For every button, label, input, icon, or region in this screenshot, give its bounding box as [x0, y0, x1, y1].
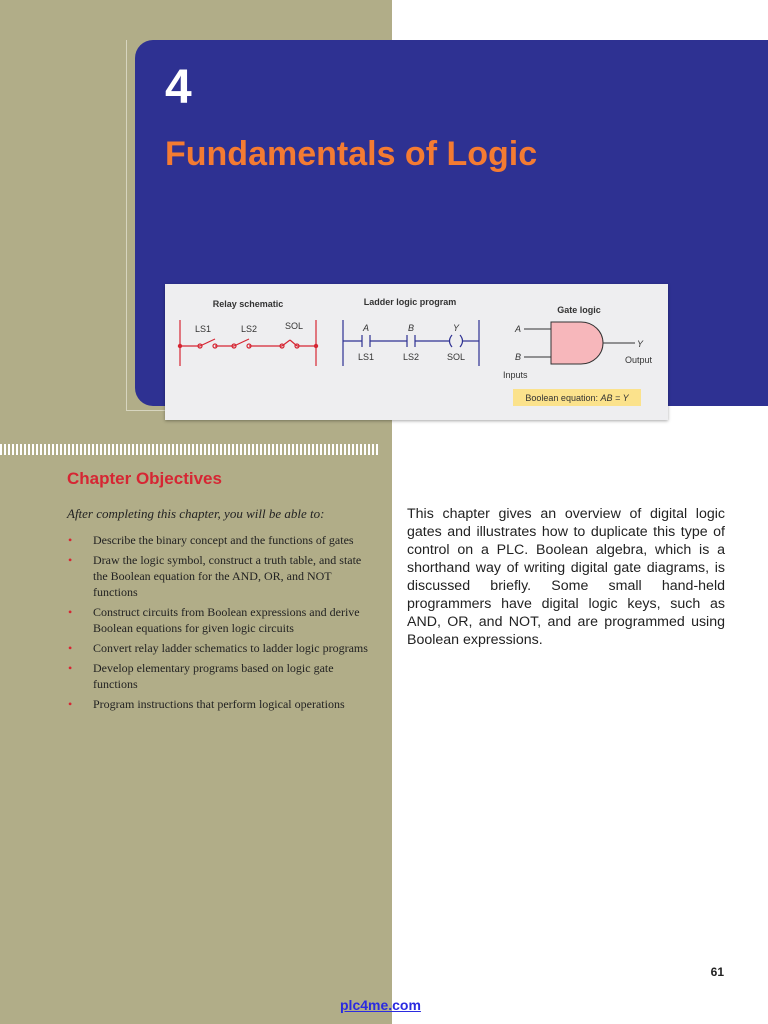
objective-text: Construct circuits from Boolean expressions and derive Boolean equations for given logic circuits [93, 605, 360, 635]
chapter-summary: This chapter gives an overview of digital logic gates and illustrates how to duplicate this type of control on a PLC. Boolean algebra, which is a shorthand way of writing digital gate diagrams, is discussed briefly. Some small hand-held programmers have digital logic keys, such as AND, OR, and NOT, and are programmed using Boolean expressions. [407, 506, 725, 648]
relay-schematic [178, 299, 318, 366]
gate-input-a-label: A [515, 324, 522, 334]
chapter-number: 4 [165, 61, 192, 114]
objective-item [67, 532, 377, 548]
ladder-label-b: B [407, 323, 415, 333]
boolean-equation-text [525, 393, 629, 403]
ladder-logic-program [343, 297, 479, 366]
objective-item [67, 604, 377, 636]
objective-item [67, 640, 377, 656]
boolean-equation-prefix: Boolean equation: [525, 393, 601, 403]
logic-figure [165, 284, 668, 420]
objective-text: Draw the logic symbol, construct a truth table, and state the Boolean equation for the AND, OR, and NOT functions [93, 553, 362, 599]
relay-node-left [178, 344, 182, 348]
objective-text: Convert relay ladder schematics to ladder logic programs [93, 641, 368, 655]
bullet-icon: • [68, 641, 73, 655]
bullet-icon: • [68, 533, 73, 547]
chapter-title: Fundamentals of Logic [165, 135, 538, 173]
objectives-list [67, 532, 377, 716]
objective-item [67, 660, 377, 692]
gate-input-b-label: B [515, 352, 522, 362]
relay-label-ls2: LS2 [240, 324, 258, 334]
objective-item [67, 552, 377, 600]
relay-node-right [314, 344, 318, 348]
gate-output-label: Output [625, 355, 653, 365]
footer-link[interactable]: plc4me.com [340, 997, 421, 1013]
and-gate-symbol [551, 322, 603, 364]
gate-logic-title: Gate logic [557, 305, 601, 315]
ladder-label-sol: SOL [446, 352, 466, 362]
decorative-tick-strip [0, 444, 380, 455]
objectives-intro: After completing this chapter, you will be able to: [67, 506, 325, 521]
bullet-icon: • [68, 605, 73, 619]
objective-item [67, 696, 377, 712]
bullet-icon: • [68, 697, 73, 711]
bullet-icon: • [68, 661, 73, 675]
gate-logic [503, 305, 653, 380]
bullet-icon: • [68, 553, 73, 567]
ladder-label-a: A [362, 323, 370, 333]
logic-figure-svg [165, 284, 668, 420]
boolean-equation [513, 389, 641, 406]
ladder-title: Ladder logic program [363, 297, 457, 307]
objective-text: Program instructions that perform logical operations [93, 697, 345, 711]
ladder-label-ls1: LS1 [357, 352, 375, 362]
ladder-label-ls2: LS2 [402, 352, 420, 362]
ladder-label-y: Y [452, 323, 460, 333]
gate-output-y-label: Y [637, 339, 644, 349]
boolean-equation-value: AB = Y [600, 393, 629, 403]
relay-schematic-title: Relay schematic [212, 299, 284, 309]
relay-label-sol: SOL [284, 321, 304, 331]
relay-label-ls1: LS1 [194, 324, 212, 334]
objectives-heading: Chapter Objectives [67, 469, 222, 488]
gate-inputs-label: Inputs [503, 370, 528, 380]
frame-line-vertical [126, 40, 127, 410]
page-number: 61 [710, 965, 724, 979]
objective-text: Develop elementary programs based on logic gate functions [93, 661, 334, 691]
frame-line-horizontal [126, 410, 166, 411]
objective-text: Describe the binary concept and the functions of gates [93, 533, 354, 547]
